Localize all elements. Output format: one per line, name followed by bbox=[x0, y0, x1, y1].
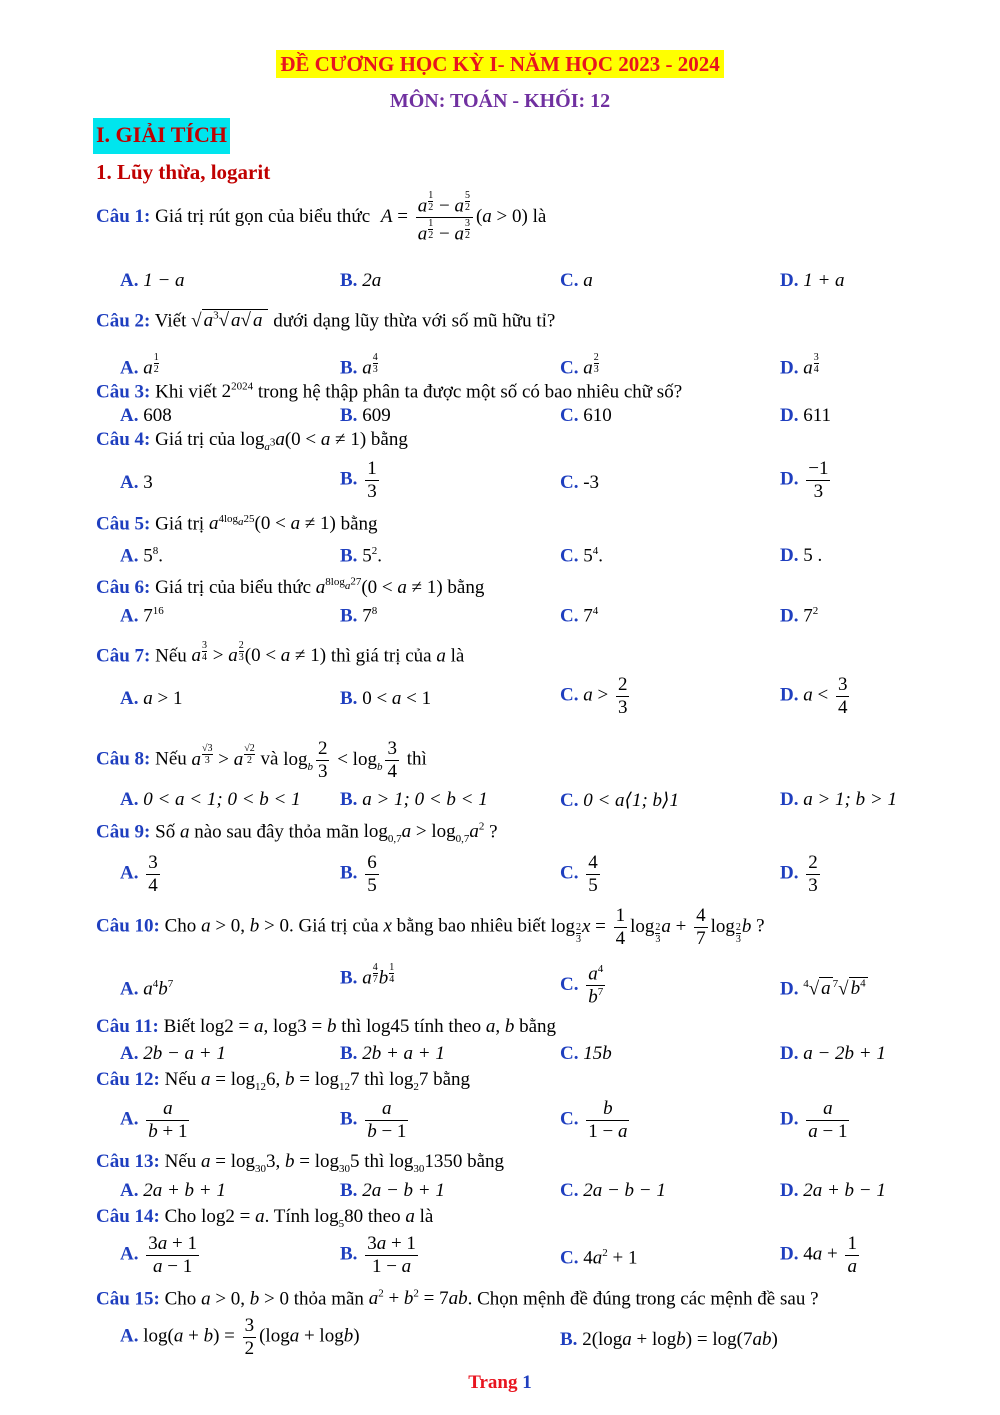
page-label: Trang bbox=[468, 1372, 518, 1393]
option-d[interactable]: D. 5 . bbox=[780, 545, 823, 566]
option-a[interactable]: A. $\frac{3a + 1}{a - 1}$ bbox=[120, 1233, 197, 1277]
question-2: Câu 2: Viết √ $a^3√$ a√ a dưới dạng lũy thừa với số mũ hữu tỉ? bbox=[96, 310, 556, 332]
option-c[interactable]: C. 0 < a⟨1; b⟩1 bbox=[560, 790, 679, 811]
page-number: 1 bbox=[522, 1372, 532, 1393]
option-d[interactable]: D. a − 2b + 1 bbox=[780, 1043, 886, 1064]
option-c[interactable]: C. $\frac{4}{5}$ bbox=[560, 852, 598, 896]
question-15: Câu 15: Cho a > 0, b > 0 thỏa mãn $a^2 + b^2 = 7ab$. Chọn mệnh đề đúng trong các mệnh đề sau ? bbox=[96, 1288, 819, 1310]
document-title: ĐỀ CƯƠNG HỌC KỲ I- NĂM HỌC 2023 - 2024 bbox=[276, 50, 724, 78]
formula: log2 = a bbox=[201, 1206, 265, 1227]
option-d[interactable]: D. $^4$√ a $^7$√ $b^4$ bbox=[780, 978, 866, 1000]
option-c[interactable]: C. a > $\frac{2}{3}$ bbox=[560, 674, 628, 718]
option-b[interactable]: B. 2a bbox=[340, 270, 382, 291]
formula: $\log_b$ $\frac{2}{3}$ < $\log_b$ $\frac{3}{4}$ bbox=[283, 738, 397, 782]
option-d[interactable]: D. a > 1; b > 1 bbox=[780, 789, 897, 810]
document-title-block bbox=[0, 52, 1000, 77]
option-c[interactable]: C. $4a^2 + 1$ bbox=[560, 1247, 638, 1269]
option-d[interactable]: D. a $^{\frac{3}{4}}$ bbox=[780, 352, 819, 379]
question-4: Câu 4: Giá trị của $\log_{a^3}a(0 < a \ne 1)$ bằng bbox=[96, 429, 408, 453]
option-c[interactable]: C. 2a − b − 1 bbox=[560, 1180, 666, 1201]
option-a[interactable]: A. 2a + b + 1 bbox=[120, 1180, 226, 1201]
question-14: Câu 14: Cho log2 = a. Tính $\log_580$ theo a là bbox=[96, 1206, 434, 1230]
option-b[interactable]: B. $\frac{a}{b - 1}$ bbox=[340, 1098, 407, 1142]
option-b[interactable]: B. $5^2$. bbox=[340, 545, 382, 567]
option-b[interactable]: B. 0 < a < 1 bbox=[340, 688, 432, 709]
option-d[interactable]: D. 4a + $\frac{1}{a}$ bbox=[780, 1233, 857, 1277]
formula: $a^2 + b^2 = 7ab$ bbox=[368, 1288, 468, 1310]
option-d[interactable]: D. $7^2$ bbox=[780, 605, 819, 627]
option-b[interactable]: B. $\frac{1}{3}$ bbox=[340, 458, 377, 502]
formula: $a = \log_{12}6$, $b = \log_{12}7$ bbox=[201, 1069, 360, 1093]
option-d[interactable]: D. $\frac{-1}{3}$ bbox=[780, 458, 829, 502]
option-c[interactable]: C. -3 bbox=[560, 472, 600, 493]
question-11: Câu 11: Biết log2 = a, log3 = b thì log45 tính theo a, b bằng bbox=[96, 1016, 557, 1037]
question-3: Câu 3: Khi viết $2^{2024}$ trong hệ thập phân ta được một số có bao nhiêu chữ số? bbox=[96, 381, 683, 403]
question-text: Giá trị rút gọn của biểu thức bbox=[155, 206, 371, 228]
option-d[interactable]: D. 1 + a bbox=[780, 270, 845, 291]
option-d[interactable]: D. 611 bbox=[780, 405, 832, 426]
formula: a $^{\frac{√3}{3}}$ > a $^{\frac{√2}{2}}$ bbox=[191, 743, 255, 770]
question-7: Câu 7: Nếu a $^{\frac{3}{4}}$ > a $^{\frac{2}{3}}$ (0 < a ≠ 1) thì giá trị của a là bbox=[96, 640, 465, 667]
option-c[interactable]: C. $7^4$ bbox=[560, 605, 599, 627]
formula: log2 = a, log3 = b bbox=[200, 1016, 337, 1037]
formula: A = a $^{\frac{1}{2}}$ − a $^{\frac{5}{2}}$ a $^{\frac{1}{2}}$ − a $^{\frac{3}{2}}$ (a > 0) bbox=[380, 190, 528, 245]
option-c[interactable]: C. 610 bbox=[560, 405, 612, 426]
question-label: Câu 1: bbox=[96, 206, 151, 228]
option-a[interactable]: A. a > 1 bbox=[120, 688, 183, 709]
option-b[interactable]: B. a $^{\frac{4}{3}}$ bbox=[340, 352, 378, 379]
formula: a > 0, b > 0 bbox=[201, 915, 289, 937]
question-8: Câu 8: Nếu a $^{\frac{√3}{3}}$ > a $^{\frac{√2}{2}}$ và $\log_b$ $\frac{2}{3}$ < $\log_b$ $\frac{3}{4}$ thì bbox=[96, 738, 427, 782]
option-d[interactable]: D. a < $\frac{3}{4}$ bbox=[780, 674, 848, 718]
question-1 bbox=[96, 190, 546, 245]
formula: $a = \log_{30}3$, $b = \log_{30}5$ bbox=[201, 1151, 360, 1175]
option-b[interactable]: B. 2(loga + logb) = log(7ab) bbox=[560, 1329, 778, 1350]
option-d[interactable]: D. $\frac{2}{3}$ bbox=[780, 852, 818, 896]
option-a[interactable]: A. 608 bbox=[120, 405, 172, 426]
question-13: Câu 13: Nếu $a = \log_{30}3$, $b = \log_{30}5$ thì $\log_{30}1350$ bằng bbox=[96, 1151, 505, 1175]
option-d[interactable]: D. 2a + b − 1 bbox=[780, 1180, 886, 1201]
document-subtitle: MÔN: TOÁN - KHỐI: 12 bbox=[389, 90, 611, 112]
option-b[interactable]: B. 2b + a + 1 bbox=[340, 1043, 445, 1064]
question-12: Câu 12: Nếu $a = \log_{12}6$, $b = \log_{12}7$ thì $\log_27$ bằng bbox=[96, 1069, 471, 1093]
formula: √ $a^3√$ a√ a bbox=[191, 309, 268, 331]
option-c[interactable]: C. $\frac{b}{1 - a}$ bbox=[560, 1098, 628, 1142]
option-a[interactable]: A. $7^{16}$ bbox=[120, 605, 164, 627]
formula: a > 0, b > 0 bbox=[201, 1288, 289, 1310]
option-c[interactable]: C. $5^4$. bbox=[560, 545, 603, 567]
question-10: Câu 10: Cho a > 0, b > 0. Giá trị của x bằng bao nhiêu biết log $_{\frac{2}{3}}$ x = $\frac{1}{4}$ log $_{\frac{2}{3}}$ a + $\frac{4}{7}$ log $_{\frac{2}{3}}$ b ? bbox=[96, 905, 765, 949]
option-a[interactable]: A. $a^4b^7$ bbox=[120, 978, 174, 1000]
formula: $2^{2024}$ bbox=[221, 381, 254, 403]
option-a[interactable]: A. 0 < a < 1; 0 < b < 1 bbox=[120, 789, 301, 810]
option-a[interactable]: A. $\frac{3}{4}$ bbox=[120, 852, 158, 896]
option-b[interactable]: B. $7^8$ bbox=[340, 605, 378, 627]
option-b[interactable]: B. $\frac{3a + 1}{1 - a}$ bbox=[340, 1233, 416, 1277]
question-9: Câu 9: Số a nào sau đây thỏa mãn $\log_{0,7}a > \log_{0,7}a^2$ ? bbox=[96, 821, 498, 846]
question-tail: là bbox=[532, 206, 547, 228]
formula: $a^{4log_a25}(0 < a \ne 1)$ bbox=[208, 513, 336, 535]
formula: log $_{\frac{2}{3}}$ x = $\frac{1}{4}$ log $_{\frac{2}{3}}$ a + $\frac{4}{7}$ log $_{\frac{2}{3}}$ b bbox=[550, 905, 752, 949]
option-a[interactable]: A. $5^8$. bbox=[120, 545, 163, 567]
option-c[interactable]: C. a bbox=[560, 270, 593, 291]
section-heading: I. GIẢI TÍCH bbox=[93, 118, 230, 154]
subsection-heading: 1. Lũy thừa, logarit bbox=[96, 160, 271, 184]
option-d[interactable]: D. $\frac{a}{a - 1}$ bbox=[780, 1098, 848, 1142]
question-5: Câu 5: Giá trị $a^{4log_a25}(0 < a \ne 1)$ bằng bbox=[96, 513, 378, 535]
formula: $\log_{a^3}a(0 < a \ne 1)$ bbox=[240, 429, 367, 453]
formula: $\log_{0,7}a > \log_{0,7}a^2$ bbox=[363, 821, 485, 846]
formula: $a^{8log_{a^2}7}(0 < a \ne 1)$ bbox=[315, 575, 443, 598]
page-footer bbox=[0, 1372, 1000, 1394]
option-c[interactable]: C. 15b bbox=[560, 1043, 612, 1064]
option-a[interactable]: A. 2b − a + 1 bbox=[120, 1043, 226, 1064]
option-a[interactable]: A. 1 − a bbox=[120, 270, 185, 291]
option-b[interactable]: B. a $^{\frac{4}{7}}$ b $^{\frac{1}{4}}$ bbox=[340, 962, 395, 989]
option-c[interactable]: C. $\frac{a^4}{b^7}$ bbox=[560, 963, 604, 1008]
option-b[interactable]: B. a > 1; 0 < b < 1 bbox=[340, 789, 488, 810]
option-a[interactable]: A. 3 bbox=[120, 472, 153, 493]
option-b[interactable]: B. 2a − b + 1 bbox=[340, 1180, 445, 1201]
option-b[interactable]: B. 609 bbox=[340, 405, 391, 426]
option-c[interactable]: C. a $^{\frac{2}{3}}$ bbox=[560, 352, 599, 379]
option-b[interactable]: B. $\frac{6}{5}$ bbox=[340, 852, 377, 896]
question-6: Câu 6: Giá trị của biểu thức $a^{8log_{a^2}7}(0 < a \ne 1)$ bằng bbox=[96, 575, 485, 598]
formula: a $^{\frac{3}{4}}$ > a $^{\frac{2}{3}}$ (0 < a ≠ 1) bbox=[191, 640, 327, 667]
option-a[interactable]: A. a $^{\frac{1}{2}}$ bbox=[120, 352, 159, 379]
option-a[interactable]: A. log(a + b) = $\frac{3}{2}$ (loga + logb) bbox=[120, 1315, 360, 1359]
option-a[interactable]: A. $\frac{a}{b + 1}$ bbox=[120, 1098, 188, 1142]
